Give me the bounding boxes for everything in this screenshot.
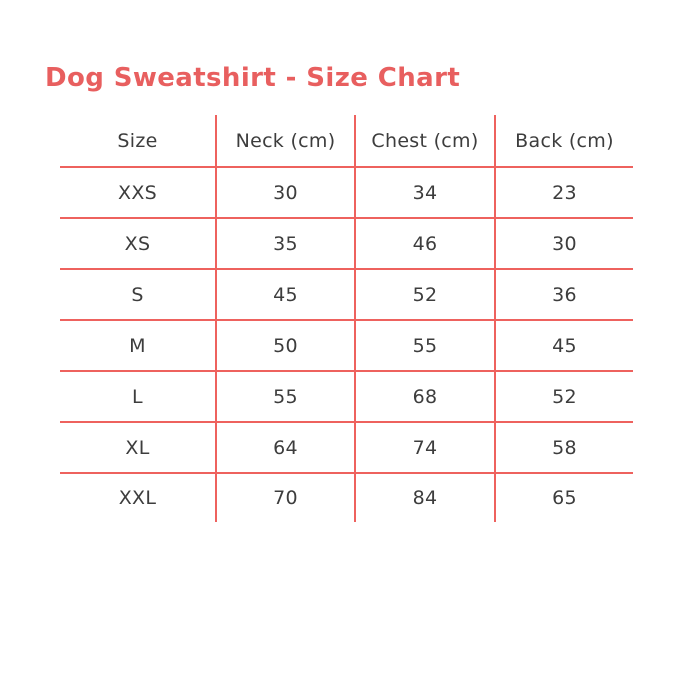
table-row-l — [60, 371, 633, 422]
table-row-xl — [60, 422, 633, 473]
neck-value: 35 — [216, 218, 355, 269]
back-value: 30 — [495, 218, 633, 269]
neck-value: 64 — [216, 422, 355, 473]
size-label: S — [60, 269, 216, 320]
chest-value: 34 — [355, 167, 495, 218]
size-chart-table — [60, 115, 633, 522]
size-label: XL — [60, 422, 216, 473]
chest-value: 52 — [355, 269, 495, 320]
table-row-xxs — [60, 167, 633, 218]
back-value: 58 — [495, 422, 633, 473]
back-value: 52 — [495, 371, 633, 422]
back-value: 45 — [495, 320, 633, 371]
neck-value: 45 — [216, 269, 355, 320]
neck-value: 70 — [216, 473, 355, 522]
size-label: XS — [60, 218, 216, 269]
neck-value: 30 — [216, 167, 355, 218]
chest-value: 84 — [355, 473, 495, 522]
size-label: L — [60, 371, 216, 422]
chest-value: 46 — [355, 218, 495, 269]
table-header-row — [60, 115, 633, 167]
column-header-neck: Neck (cm) — [216, 115, 355, 167]
chest-value: 74 — [355, 422, 495, 473]
chest-value: 68 — [355, 371, 495, 422]
page-title: Dog Sweatshirt - Size Chart — [45, 63, 461, 93]
table-row-xxl — [60, 473, 633, 522]
table-row-xs — [60, 218, 633, 269]
size-label: M — [60, 320, 216, 371]
back-value: 23 — [495, 167, 633, 218]
size-label: XXL — [118, 487, 157, 509]
back-value: 65 — [495, 473, 633, 522]
table-row-s — [60, 269, 633, 320]
neck-value: 55 — [216, 371, 355, 422]
column-header-size: Size — [60, 115, 216, 167]
column-header-back: Back (cm) — [495, 115, 633, 167]
back-value: 36 — [495, 269, 633, 320]
chest-value: 55 — [355, 320, 495, 371]
size-label: XXS — [60, 167, 216, 218]
neck-value: 50 — [216, 320, 355, 371]
column-header-chest: Chest (cm) — [355, 115, 495, 167]
table-row-m — [60, 320, 633, 371]
